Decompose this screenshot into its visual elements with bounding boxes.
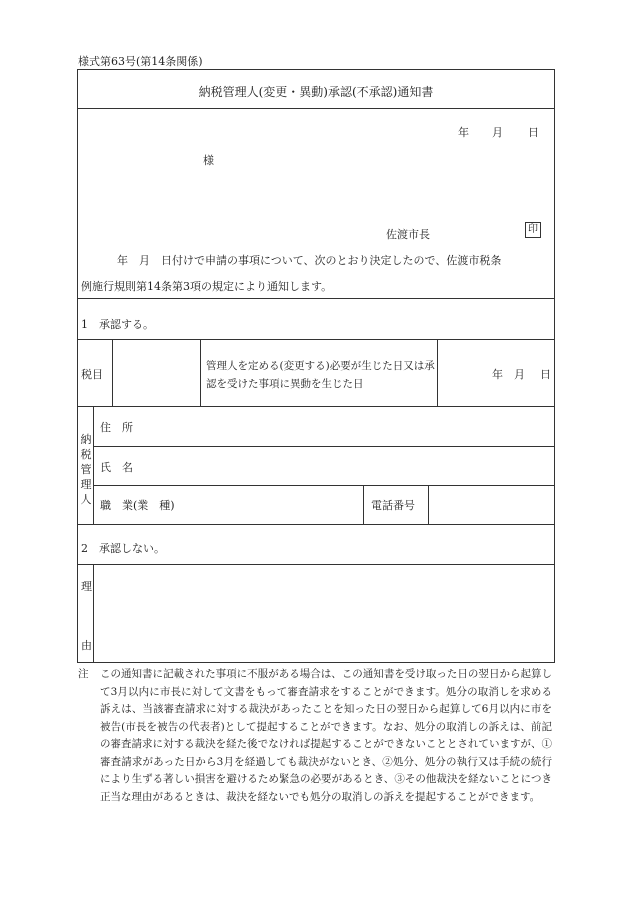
col-divider bbox=[200, 339, 201, 406]
row-divider bbox=[93, 446, 555, 447]
note-head: 注 bbox=[78, 668, 89, 680]
date-month: 月 bbox=[492, 126, 503, 139]
col-divider bbox=[428, 485, 429, 524]
col-divider bbox=[93, 406, 94, 524]
occupation-label: 職 業(業 種) bbox=[100, 499, 175, 512]
date-year: 年 bbox=[458, 126, 469, 139]
date-day: 日 bbox=[540, 368, 551, 381]
address-label: 住 所 bbox=[100, 421, 133, 434]
col-divider bbox=[363, 485, 364, 524]
addressee-suffix: 様 bbox=[203, 154, 214, 167]
date-day: 日 bbox=[528, 126, 539, 139]
row-divider bbox=[77, 406, 555, 407]
phone-label: 電話番号 bbox=[371, 499, 415, 512]
manager-char: 管 bbox=[80, 463, 92, 476]
col-divider bbox=[112, 339, 113, 406]
date-month: 月 bbox=[514, 368, 525, 381]
manager-char: 人 bbox=[80, 493, 92, 506]
manager-char: 納 bbox=[80, 433, 92, 446]
tax-item-label: 税目 bbox=[81, 368, 103, 381]
row-divider bbox=[77, 524, 555, 525]
row-divider bbox=[77, 564, 555, 565]
col-divider bbox=[93, 564, 94, 663]
title-divider bbox=[77, 108, 555, 109]
reason-label-bottom: 由 bbox=[81, 639, 92, 652]
intro-line-1: 年 月 日付けで申請の事項について、次のとおり決定したので、佐渡市税条 bbox=[117, 254, 502, 267]
approved-heading: 1 承認する。 bbox=[81, 318, 154, 331]
section-divider bbox=[77, 298, 555, 299]
appeal-note bbox=[78, 666, 552, 806]
manager-char: 理 bbox=[80, 478, 92, 491]
reason-label-top: 理 bbox=[81, 580, 92, 593]
note-text: この通知書に記載された事項に不服がある場合は、この通知書を受け取った日の翌日から起算して3月以内に市長に対して文書をもって審査請求をすることができます。処分の取消しを求める訴えは、当該審査請求に対する裁決があったことを知った日の翌日から起算して6月以内に市を被告(市長を被告の代表者)として提起することができます。なお、処分の取消しの訴えは、前記の審査請求に対する裁決を経た後でなければ提起することができないこととされていますが、①審査請求があった日から3月を経過しても裁決がないとき、②処分、処分の執行又は手続の続行により生ずる著しい損害を避けるため緊急の必要があるとき、③その他裁決を経ないことにつき正当な理由があるときは、裁決を経ないでも処分の取消しの訴えを提起することができます。 bbox=[100, 668, 552, 803]
name-label: 氏 名 bbox=[100, 461, 133, 474]
seal-mark: 印 bbox=[525, 222, 541, 238]
not-approved-heading: 2 承認しない。 bbox=[81, 542, 165, 555]
necessity-date-label: 管理人を定める(変更する)必要が生じた日又は承認を受けた事項に異動を生じた日 bbox=[206, 360, 435, 390]
form-number: 様式第63号(第14条関係) bbox=[78, 55, 203, 68]
tax-manager-label bbox=[79, 432, 93, 507]
issuer-name: 佐渡市長 bbox=[386, 228, 430, 241]
date-year: 年 bbox=[492, 368, 503, 381]
manager-char: 税 bbox=[80, 448, 92, 461]
row-divider bbox=[93, 485, 555, 486]
intro-line-2: 例施行規則第14条第3項の規定により通知します。 bbox=[81, 280, 333, 293]
row-divider bbox=[77, 339, 555, 340]
document-title: 納税管理人(変更・異動)承認(不承認)通知書 bbox=[198, 85, 434, 99]
